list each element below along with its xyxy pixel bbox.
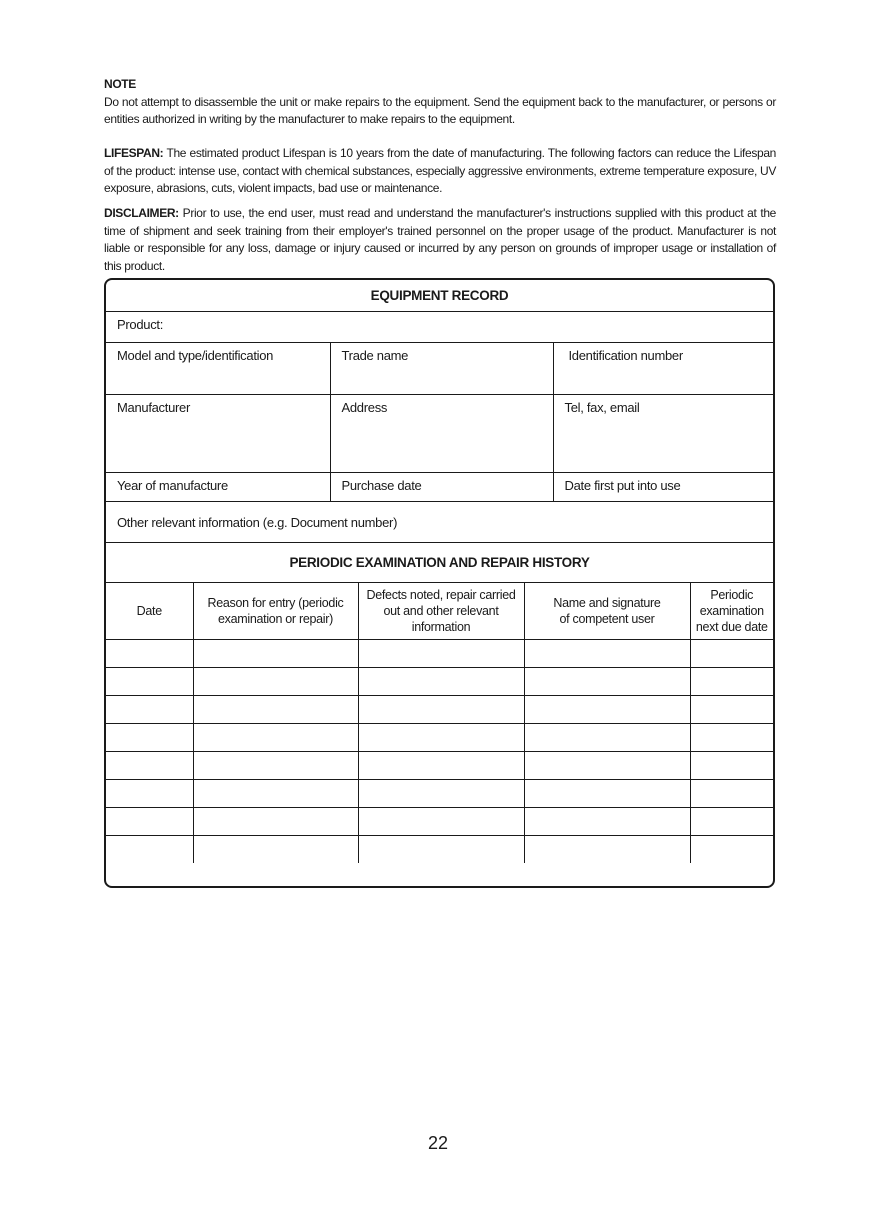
cell[interactable] — [358, 668, 524, 696]
note-heading: NOTE — [104, 77, 136, 91]
cell[interactable] — [193, 808, 358, 836]
cell[interactable] — [524, 668, 690, 696]
table-row — [106, 724, 773, 752]
table-row — [106, 836, 773, 864]
cell[interactable] — [106, 724, 193, 752]
column-header-next-due: Periodic examination next due date — [690, 583, 773, 640]
cell[interactable] — [358, 780, 524, 808]
lifespan-section — [104, 145, 776, 198]
cell[interactable] — [358, 696, 524, 724]
cell[interactable] — [106, 780, 193, 808]
table-row — [106, 640, 773, 668]
column-header-reason: Reason for entry (periodic examination or repair) — [193, 583, 358, 640]
table-row — [106, 696, 773, 724]
identification-number-field[interactable]: Identification number — [553, 343, 773, 395]
column-header-date: Date — [106, 583, 193, 640]
history-title: PERIODIC EXAMINATION AND REPAIR HISTORY — [106, 543, 773, 583]
disclaimer-section — [104, 205, 776, 275]
cell[interactable] — [690, 668, 773, 696]
disclaimer-label: DISCLAIMER: — [104, 206, 179, 220]
cell[interactable] — [690, 696, 773, 724]
table-row — [106, 808, 773, 836]
cell[interactable] — [106, 836, 193, 864]
history-table — [106, 583, 773, 863]
cell[interactable] — [524, 724, 690, 752]
table-row — [106, 668, 773, 696]
cell[interactable] — [106, 808, 193, 836]
cell[interactable] — [358, 724, 524, 752]
cell[interactable] — [193, 752, 358, 780]
year-of-manufacture-field[interactable]: Year of manufacture — [106, 473, 330, 502]
cell[interactable] — [524, 752, 690, 780]
contact-field[interactable]: Tel, fax, email — [553, 395, 773, 473]
cell[interactable] — [690, 640, 773, 668]
cell[interactable] — [106, 640, 193, 668]
cell[interactable] — [358, 640, 524, 668]
cell[interactable] — [193, 780, 358, 808]
equipment-record-table — [106, 280, 773, 583]
cell[interactable] — [106, 696, 193, 724]
record-title: EQUIPMENT RECORD — [106, 280, 773, 312]
lifespan-text: The estimated product Lifespan is 10 years from the date of manufacturing. The following factors can reduce the Lifespan of the product: intense use, contact with chemical substances, especially aggressive environments, extreme temperature exposure, UV exposure, abrasions, cuts, violent impacts, bad use or maintenance. — [104, 146, 776, 195]
product-field[interactable]: Product: — [106, 312, 773, 343]
cell[interactable] — [193, 640, 358, 668]
cell[interactable] — [193, 668, 358, 696]
note-text: Do not attempt to disassemble the unit or make repairs to the equipment. Send the equipment back to the manufacturer, or persons or entities authorized in writing by the manufacturer to make repairs to the equipment. — [104, 94, 776, 126]
table-row — [106, 752, 773, 780]
cell[interactable] — [690, 808, 773, 836]
cell[interactable] — [358, 808, 524, 836]
cell[interactable] — [524, 696, 690, 724]
cell[interactable] — [358, 752, 524, 780]
address-field[interactable]: Address — [330, 395, 553, 473]
disclaimer-text: Prior to use, the end user, must read and understand the manufacturer's instructions supplied with this product at the time of shipment and seek training from their employer's trained personnel on the proper usage of the product. Manufacturer is not liable or responsible for any loss, damage or injury caused or incurred by any person on grounds of improper usage or installation of this product. — [104, 206, 776, 273]
first-use-date-field[interactable]: Date first put into use — [553, 473, 773, 502]
cell[interactable] — [524, 836, 690, 864]
manufacturer-field[interactable]: Manufacturer — [106, 395, 330, 473]
equipment-record-form — [104, 278, 775, 888]
cell[interactable] — [690, 780, 773, 808]
model-field[interactable]: Model and type/identification — [106, 343, 330, 395]
cell[interactable] — [690, 752, 773, 780]
cell[interactable] — [524, 640, 690, 668]
column-header-defects: Defects noted, repair carried out and other relevant information — [358, 583, 524, 640]
cell[interactable] — [106, 668, 193, 696]
column-header-signature: Name and signature of competent user — [524, 583, 690, 640]
cell[interactable] — [193, 696, 358, 724]
cell[interactable] — [193, 724, 358, 752]
purchase-date-field[interactable]: Purchase date — [330, 473, 553, 502]
table-row — [106, 780, 773, 808]
cell[interactable] — [193, 836, 358, 864]
cell[interactable] — [690, 724, 773, 752]
cell[interactable] — [106, 752, 193, 780]
lifespan-label: LIFESPAN: — [104, 146, 164, 160]
cell[interactable] — [358, 836, 524, 864]
cell[interactable] — [524, 780, 690, 808]
note-section — [104, 76, 776, 129]
cell[interactable] — [690, 836, 773, 864]
other-information-field[interactable]: Other relevant information (e.g. Document number) — [106, 502, 773, 543]
cell[interactable] — [524, 808, 690, 836]
page-number: 22 — [427, 1133, 449, 1153]
trade-name-field[interactable]: Trade name — [330, 343, 553, 395]
